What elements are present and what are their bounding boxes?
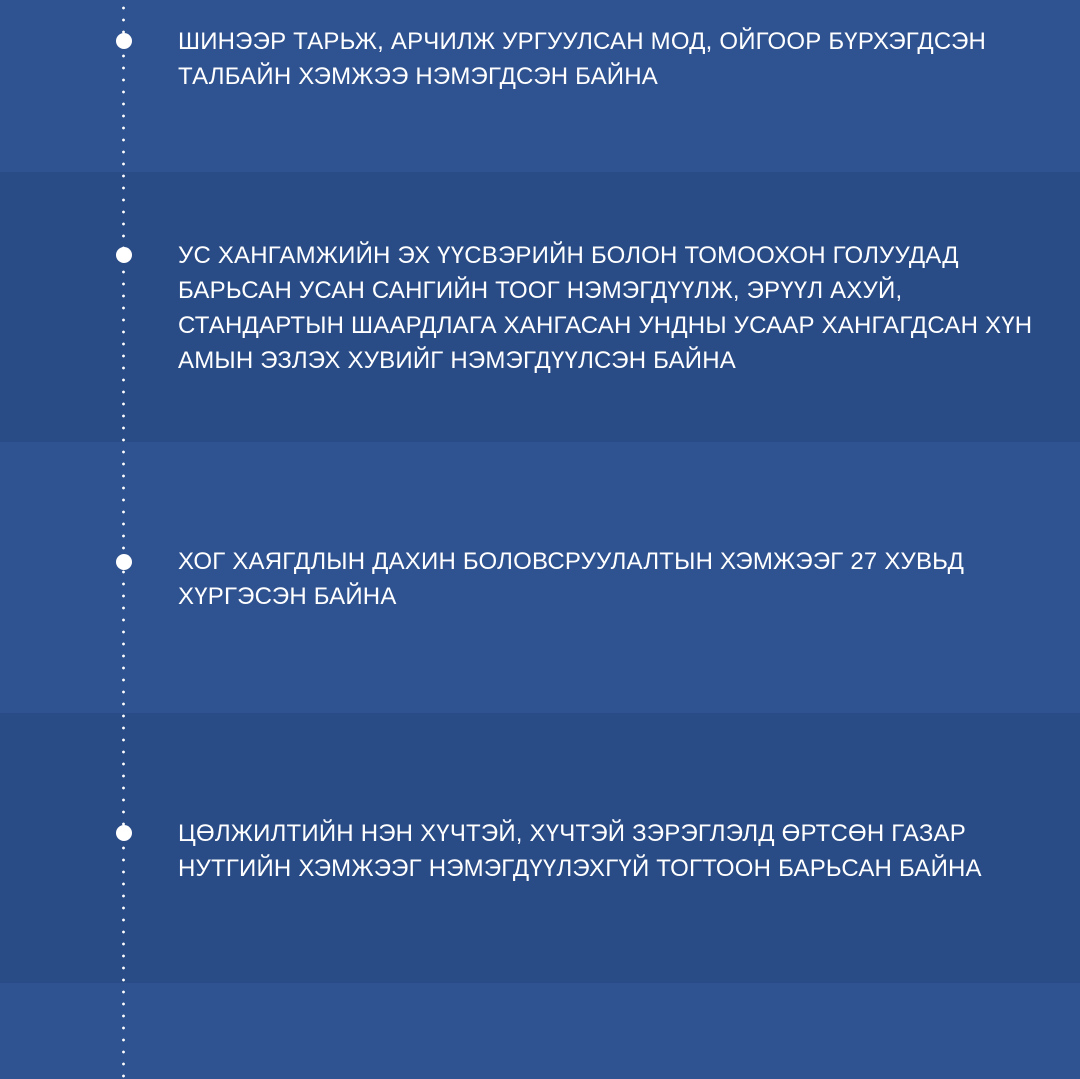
timeline-bullet-icon xyxy=(116,33,132,49)
list-item: ХОГ ХАЯГДЛЫН ДАХИН БОЛОВСРУУЛАЛТЫН ХЭМЖЭЭГ 27 ХУВЬД ХҮРГЭСЭН БАЙНА xyxy=(178,548,965,610)
timeline-dotted-line xyxy=(122,0,125,1079)
list-item: УС ХАНГАМЖИЙН ЭХ ҮҮСВЭРИЙН БОЛОН ТОМООХОН ГОЛУУДАД БАРЬСАН УСАН САНГИЙН ТООГ НЭМЭГДҮҮЛЖ, ЭРҮҮЛ АХУЙ, СТАНДАРТЫН ШААРДЛАГА ХАНГАСАН УНДНЫ УСААР ХАНГАГДСАН ХҮН АМЫН ЭЗЛЭХ ХУВИЙГ НЭМЭГДҮҮЛСЭН БАЙНА xyxy=(178,242,1033,374)
band-5 xyxy=(0,983,1080,1079)
timeline-bullet-icon xyxy=(116,247,132,263)
timeline-bullet-icon xyxy=(116,825,132,841)
list-item: ШИНЭЭР ТАРЬЖ, АРЧИЛЖ УРГУУЛСАН МОД, ОЙГООР БҮРХЭГДСЭН ТАЛБАЙН ХЭМЖЭЭ НЭМЭГДСЭН БАЙНА xyxy=(178,28,987,90)
list-item: ЦӨЛЖИЛТИЙН НЭН ХҮЧТЭЙ, ХҮЧТЭЙ ЗЭРЭГЛЭЛД ӨРТСӨН ГАЗАР НУТГИЙН ХЭМЖЭЭГ НЭМЭГДҮҮЛЭХГҮЙ ТОГТООН БАРЬСАН БАЙНА xyxy=(178,820,982,882)
timeline-bullet-icon xyxy=(116,554,132,570)
